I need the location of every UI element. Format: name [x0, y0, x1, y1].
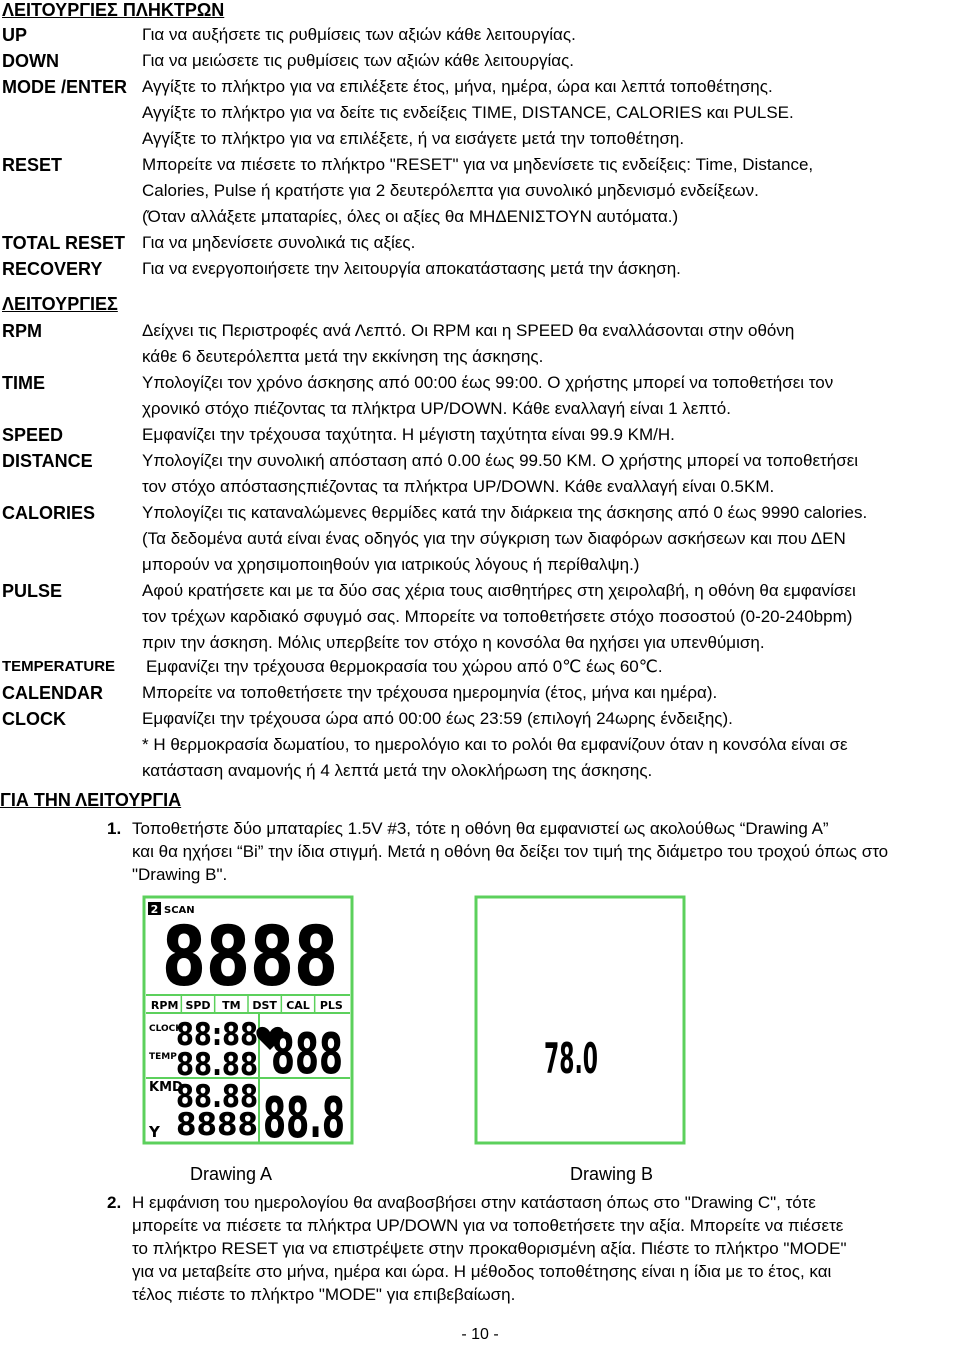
svg-text:88.88: 88.88	[176, 1079, 258, 1115]
svg-text:2: 2	[150, 903, 159, 916]
key-desc: Για να ενεργοποιήσετε την λειτουργία αποκατάστασης μετά την άσκηση.	[142, 259, 681, 278]
function-term: DISTANCE	[2, 451, 93, 471]
right-bottom-digits: 88.8	[263, 1086, 345, 1145]
svg-text:KMD: KMD	[149, 1080, 183, 1095]
lcd-tab-spd: SPD	[185, 999, 211, 1012]
function-desc: Εμφανίζει την τρέχουσα ταχύτητα. Η μέγιστη ταχύτητα είναι 99.9 KM/H.	[142, 425, 675, 444]
function-term: CALORIES	[2, 503, 96, 523]
svg-text:TEMP: TEMP	[149, 1052, 177, 1062]
function-desc: Υπολογίζει τον χρόνο άσκησης από 00:00 έως 99:00. Ο χρήστης μπορεί να τοποθετήσει τον χρονικό στόχο πιέζοντας τα πλήκτρα UP/DOWN. Κάθε εναλλαγή είναι 1 λεπτό.	[142, 373, 834, 418]
function-desc: Υπολογίζει τις καταναλώμενες θερμίδες κατά την διάρκεια της άσκησης από 0 έως 9990 calories. (Τα δεδομένα αυτά είναι ένας οδηγός για την σύγκριση των διαφόρων ασκήσεων και που ΔΕΝ μπορούν να χρησιμοποιηθούν για ιατρικούς λόγους ή περίθαλψη.)	[142, 503, 868, 574]
function-desc: Δείχνει τις Περιστροφές ανά Λεπτό. Οι RPM και η SPEED θα εναλλάσονται στην οθόνη κάθε 6 δευτερόλεπτα μετά την εκκίνηση της άσκησης.	[142, 321, 795, 366]
key-desc: Για να μειώσετε τις ρυθμίσεις των αξιών κάθε λειτουργίας.	[142, 51, 575, 70]
big-digits: 8888	[162, 910, 338, 1005]
page-number: - 10 -	[461, 1326, 499, 1343]
step-1-number: 1.	[107, 819, 122, 838]
key-desc: Αγγίξτε το πλήκτρο για να επιλέξετε έτος, μήνα, ημέρα, ώρα και λεπτά τοποθέτησης. Αγγίξτε το πλήκτρο για να δείτε τις ενδείξεις TIME, DISTANCE, CALORIES και PULSE. Αγγίξτε το πλήκτρο για να επιλέξετε, ή να εισάγετε μετά την τοποθέτηση.	[142, 77, 794, 148]
svg-text:8888: 8888	[176, 1107, 258, 1143]
operation-heading: ΓΙΑ ΤΗΝ ΛΕΙΤΟΥΡΓΙΑ	[0, 790, 182, 810]
function-term: CALENDAR	[2, 683, 103, 703]
drawing-b-lcd	[474, 895, 686, 1145]
function-term: SPEED	[2, 425, 64, 445]
function-term: RPM	[2, 321, 42, 341]
key-term: MODE /ENTER	[2, 77, 128, 97]
function-desc: Υπολογίζει την συνολική απόσταση από 0.00 έως 99.50 KM. Ο χρήστης μπορεί να τοποθετήσει τον στόχο απόστασηςπιέζοντας τα πλήκτρα UP/DOWN. Κάθε εναλλαγή είναι 0.5KM.	[142, 451, 859, 496]
key-term: RECOVERY	[2, 259, 103, 279]
key-term: DOWN	[2, 51, 59, 71]
key-desc: Για να μηδενίσετε συνολικά τις αξίες.	[142, 233, 416, 252]
svg-text:88.88: 88.88	[176, 1047, 258, 1083]
svg-text:CLOCK: CLOCK	[149, 1024, 183, 1034]
function-term: TIME	[2, 373, 45, 393]
key-desc: Για να αυξήσετε τις ρυθμίσεις των αξιών κάθε λειτουργίας.	[142, 25, 576, 44]
lcd-tab-rpm: RPM	[150, 999, 179, 1012]
step-1-text: Τοποθετήστε δύο μπαταρίες 1.5V #3, τότε η οθόνη θα εμφανιστεί ως ακολούθως “Drawing A” και θα ηχήσει “Bi” την ίδια στιγμή. Μετά η οθόνη θα δείξει τον τιμή της διάμετρο του τροχού όπως στο "Drawing B".	[132, 819, 889, 884]
right-top-digits: 888	[271, 1022, 343, 1087]
lcd-tab-tm: TM	[222, 999, 241, 1012]
drawing-a-caption: Drawing A	[190, 1164, 273, 1184]
svg-text:SCAN: SCAN	[164, 905, 195, 916]
svg-text:88:88: 88:88	[176, 1017, 258, 1053]
function-term: TEMPERATURE	[2, 658, 116, 675]
function-desc: Εμφανίζει την τρέχουσα θερμοκρασία του χώρου από 0℃ έως 60℃.	[146, 657, 663, 676]
lcd-tab-cal: CAL	[286, 999, 310, 1012]
function-desc: Αφού κρατήσετε και με τα δύο σας χέρια τους αισθητήρες στη χειρολαβή, η οθόνη θα εμφανίσει τον τρέχων καρδιακό σφυγμό σας. Μπορείτε να τοποθετήσετε στόχο ποσοστού (0-20-240bpm) πριν την άσκηση. Μόλις υπερβείτε τον στόχο η κονσόλα θα ηχήσει για υπενθύμιση.	[142, 581, 856, 652]
function-desc: Μπορείτε να τοποθετήσετε την τρέχουσα ημερομηνία (έτος, μήνα και ημέρα).	[142, 683, 718, 702]
function-term: CLOCK	[2, 709, 66, 729]
step-2-number: 2.	[107, 1193, 122, 1212]
key-desc: Μπορείτε να πιέσετε το πλήκτρο "RESET" για να μηδενίσετε τις ενδείξεις: Time, Distance, Calories, Pulse ή κρατήστε για 2 δευτερόλεπτα για συνολικό μηδενισμό ενδείξεων. (Όταν αλλάξετε μπαταρίες, όλες οι αξίες θα ΜΗΔΕΝΙΣΤΟΥΝ αυτόματα.)	[142, 155, 814, 226]
drawing-b-caption: Drawing B	[570, 1164, 654, 1184]
functions-heading: ΛΕΙΤΟΥΡΓΙΕΣ	[2, 294, 118, 314]
function-term: PULSE	[2, 581, 63, 601]
key-term: RESET	[2, 155, 63, 175]
drawing-a-lcd	[142, 895, 354, 1145]
svg-text:Y: Y	[149, 1123, 160, 1141]
wheel-diameter-value: 78.0	[544, 1034, 598, 1083]
key-term: UP	[2, 25, 28, 45]
step-2-text: Η εμφάνιση του ημερολογίου θα αναβοσβήσει στην κατάσταση όπως στο "Drawing C", τότε μπορείτε να πιέσετε τα πλήκτρα UP/DOWN για να τοποθετήσετε την αξία. Μπορείτε να πιέσετε το πλήκτρο RESET για να επιστρέψετε στην προκαθορισμένη αξία. Πιέστε το πλήκτρο "MODE" για να μεταβείτε στο μήνα, ημέρα και ώρα. Η μέθοδος τοποθέτησης είναι η ίδια με το έτος, και τέλος πιέστε το πλήκτρο "MODE" για επιβεβαίωση.	[132, 1193, 847, 1304]
lcd-tab-dst: DST	[252, 999, 277, 1012]
lcd-tab-pls: PLS	[319, 999, 343, 1012]
function-desc: Εμφανίζει την τρέχουσα ώρα από 00:00 έως 23:59 (επιλογή 24ωρης ένδειξης). * Η θερμοκρασία δωματίου, το ημερολόγιο και το ρολόι θα εμφανίζουν όταν η κονσόλα είναι σε κατάσταση αναμονής ή 4 λεπτά μετά την ολοκλήρωση της άσκησης.	[142, 709, 848, 780]
key-term: TOTAL RESET	[2, 233, 126, 253]
keys-heading: ΛΕΙΤΟΥΡΓΙΕΣ ΠΛΗΚΤΡΩΝ	[2, 0, 225, 20]
